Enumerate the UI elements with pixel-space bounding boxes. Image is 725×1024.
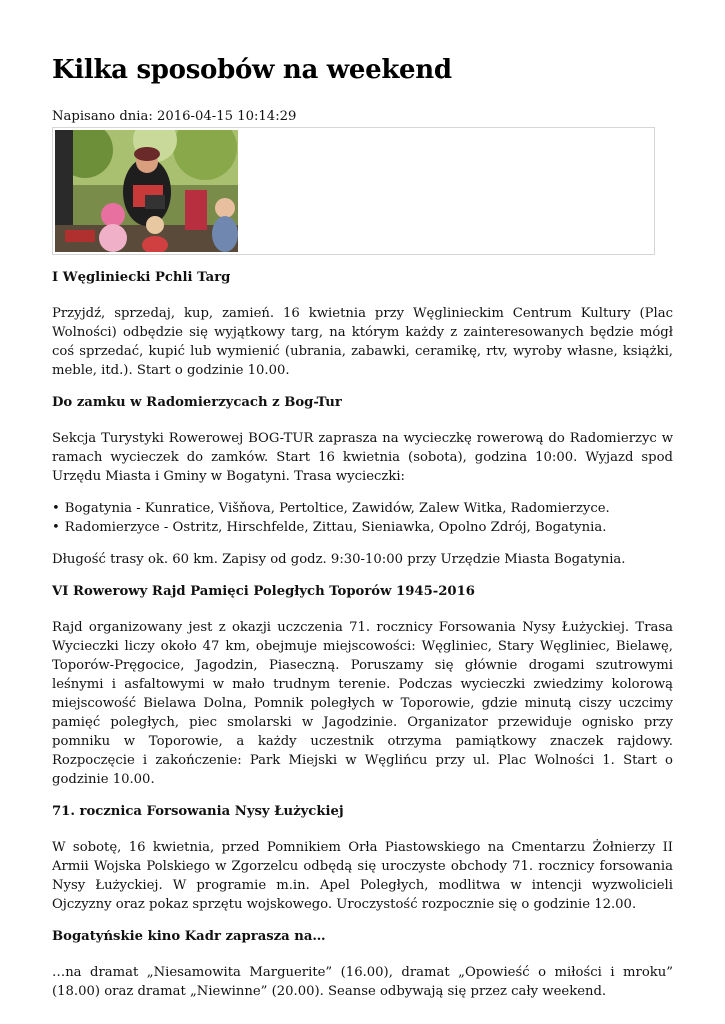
page-title: Kilka sposobów na weekend	[52, 55, 452, 85]
section-heading: I Węgliniecki Pchli Targ	[52, 270, 231, 285]
section	[52, 582, 673, 789]
section-paragraph: …na dramat „Niesamowita Marguerite” (16.00), dramat „Opowieść o miłości i mroku” (18.00) oraz dramat „Niewinne” (20.00). Seanse odbywają się przez cały weekend.	[52, 965, 673, 999]
section-heading: VI Rowerowy Rajd Pamięci Poległych Toporów 1945-2016	[52, 584, 475, 599]
event-photo-illustration	[55, 130, 238, 252]
section	[52, 268, 673, 380]
list-item: • Bogatynia - Kunratice, Višňova, Pertoltice, Zawidów, Zalew Witka, Radomierzyce.	[52, 499, 673, 518]
section	[52, 802, 673, 914]
route-list	[52, 499, 673, 537]
section	[52, 393, 673, 569]
list-item: • Radomierzyce - Ostritz, Hirschfelde, Zittau, Sieniawka, Opolno Zdrój, Bogatynia.	[52, 518, 673, 537]
publish-date: Napisano dnia: 2016-04-15 10:14:29	[52, 109, 297, 124]
section-paragraph: W sobotę, 16 kwietnia, przed Pomnikiem Orła Piastowskiego na Cmentarzu Żołnierzy II Armii Wojska Polskiego w Zgorzelcu odbędą się uroczyste obchody 71. rocznicy forsowania Nysy Łużyckiej. W programie m.in. Apel Poległych, modlitwa w intencji wyzwolicieli Ojczyzny oraz pokaz sprzętu wojskowego. Uroczystość rozpocznie się o godzinie 12.00.	[52, 840, 673, 912]
section-heading: Do zamku w Radomierzycach z Bog-Tur	[52, 395, 342, 410]
section	[52, 927, 673, 1001]
section-paragraph: Rajd organizowany jest z okazji uczczenia 71. rocznicy Forsowania Nysy Łużyckiej. Trasa Wycieczki liczy około 47 km, obejmuje miejscowości: Węgliniec, Stary Węgliniec, Bielawę, Toporów-Pręgocice, Jagodzin, Piaseczną. Poruszamy się głównie drogami szutrowymi leśnymi i asfaltowymi w mało trudnym terenie. Podczas wycieczki zwiedzimy kolorową miejscowość Bielawa Dolna, Pomnik poległych w Toporowie, gdzie minutą ciszy uczcimy pamięć poległych, piec smolarski w Jagodzinie. Organizator przewiduje ognisko przy pomniku w Toporowie, a każdy uczestnik otrzyma pamiątkowy znaczek rajdowy. Rozpoczęcie i zakończenie: Park Miejski w Węglińcu przy ul. Plac Wolności 1. Start o godzinie 10.00.	[52, 620, 673, 787]
article-body	[52, 268, 673, 1014]
section-paragraph: Sekcja Turystyki Rowerowej BOG-TUR zaprasza na wycieczkę rowerową do Radomierzyc w ramach wycieczek do zamków. Start 16 kwietnia (sobota), godzina 10:00. Wyjazd spod Urzędu Miasta i Gminy w Bogatyni. Trasa wycieczki:	[52, 431, 673, 484]
section-heading: Bogatyńskie kino Kadr zaprasza na…	[52, 929, 326, 944]
section-heading: 71. rocznica Forsowania Nysy Łużyckiej	[52, 804, 344, 819]
section-paragraph: Przyjdź, sprzedaj, kup, zamień. 16 kwietnia przy Węglinieckim Centrum Kultury (Plac Wolności) odbędzie się wyjątkowy targ, na którym każdy z zainteresowanych będzie mógł coś sprzedać, kupić lub wymienić (ubrania, zabawki, ceramikę, rtv, wyroby własne, książki, meble, itd.). Start o godzinie 10.00.	[52, 306, 673, 378]
section-paragraph: Długość trasy ok. 60 km. Zapisy od godz. 9:30-10:00 przy Urzędzie Miasta Bogatynia.	[52, 552, 626, 567]
article-photo	[55, 130, 238, 252]
article-image-frame	[52, 127, 655, 255]
